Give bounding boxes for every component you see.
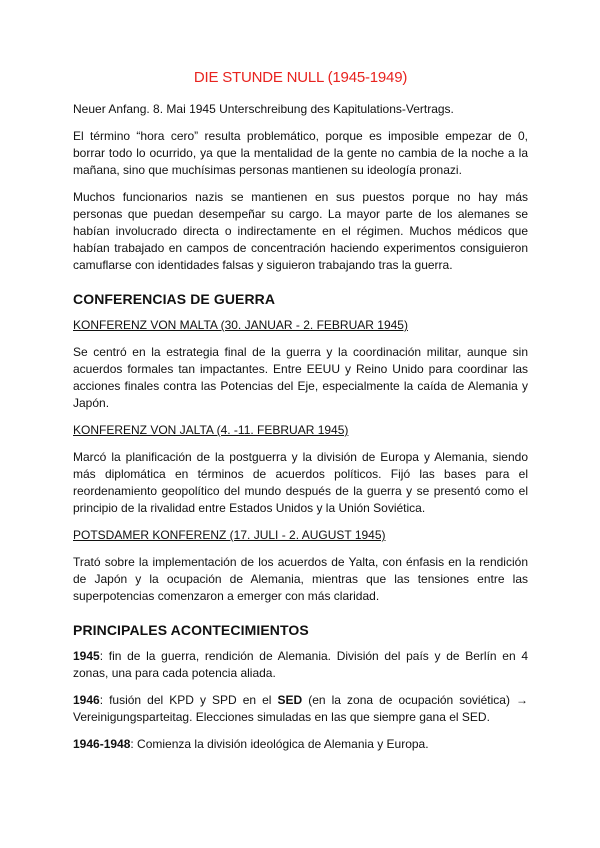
conferences-heading: CONFERENCIAS DE GUERRA (73, 291, 276, 307)
page-title: DIE STUNDE NULL (1945-1949) (193, 69, 408, 86)
yalta-conference-text: Marcó la planificación de la postguerra y la división de Europa y Alemania, siendo más diplomática en términos de acuerdos políticos. Fijó las bases para el reordenamiento geopolítico del mundo después de la guerra y se presentó como el principio de la rivalidad entre Estados Unidos y la Unión Soviética. (73, 450, 528, 515)
potsdam-conference-title: POTSDAMER KONFERENZ (17. JULI - 2. AUGUST 1945) (73, 528, 386, 542)
event-1946-year: 1946 (73, 693, 100, 707)
event-1946-text-b: (en la zona de ocupación soviética) → Vereinigungsparteitag. Elecciones simuladas en las que siempre gana el SED. (73, 693, 528, 724)
yalta-conference-title: KONFERENZ VON JALTA (4. -11. FEBRUAR 1945) (73, 423, 349, 437)
event-1945-text: : fin de la guerra, rendición de Alemania. División del país y de Berlín en 4 zonas, una para cada potencia aliada. (73, 649, 528, 680)
intro-paragraph-1: Neuer Anfang. 8. Mai 1945 Unterschreibung des Kapitulations-Vertrags. (73, 102, 454, 116)
event-1945 (73, 648, 528, 682)
intro-paragraph-2: El término “hora cero” resulta problemático, porque es imposible empezar de 0, borrar todo lo ocurrido, ya que la mentalidad de la gente no cambia de la noche a la mañana, sino que muchísimas personas mantienen su ideología pronazi. (73, 129, 528, 177)
event-1946-sed: SED (277, 693, 303, 707)
intro-paragraph-3: Muchos funcionarios nazis se mantienen en sus puestos porque no hay más personas que puedan desempeñar su cargo. La mayor parte de los alemanes se habían involucrado directa o indirectamente en el régimen. Muchos médicos que habían trabajado en campos de concentración haciendo experimentos consiguieron camuflarse con identidades falsas y siguieron trabajando tras la guerra. (73, 190, 528, 272)
potsdam-conference-text: Trató sobre la implementación de los acuerdos de Yalta, con énfasis en la rendición de Japón y la ocupación de Alemania, mientras que las tensiones entre las superpotencias comenzaron a emerger con más claridad. (73, 555, 528, 603)
event-1945-year: 1945 (73, 649, 100, 663)
event-1946-1948-year: 1946-1948 (73, 737, 131, 751)
malta-conference-title: KONFERENZ VON MALTA (30. JANUAR - 2. FEBRUAR 1945) (73, 318, 408, 332)
event-1946-1948-text: : Comienza la división ideológica de Alemania y Europa. (130, 737, 429, 751)
event-1946 (73, 692, 528, 726)
event-1946-1948 (73, 736, 528, 753)
malta-conference-text: Se centró en la estrategia final de la guerra y la coordinación militar, aunque sin acuerdos formales tan impactantes. Entre EEUU y Reino Unido para coordinar las acciones finales contra las Potencias del Eje, especialmente la caída de Alemania y Japón. (73, 345, 528, 410)
event-1946-text-a: : fusión del KPD y SPD en el (99, 693, 278, 707)
events-heading: PRINCIPALES ACONTECIMIENTOS (73, 622, 309, 638)
